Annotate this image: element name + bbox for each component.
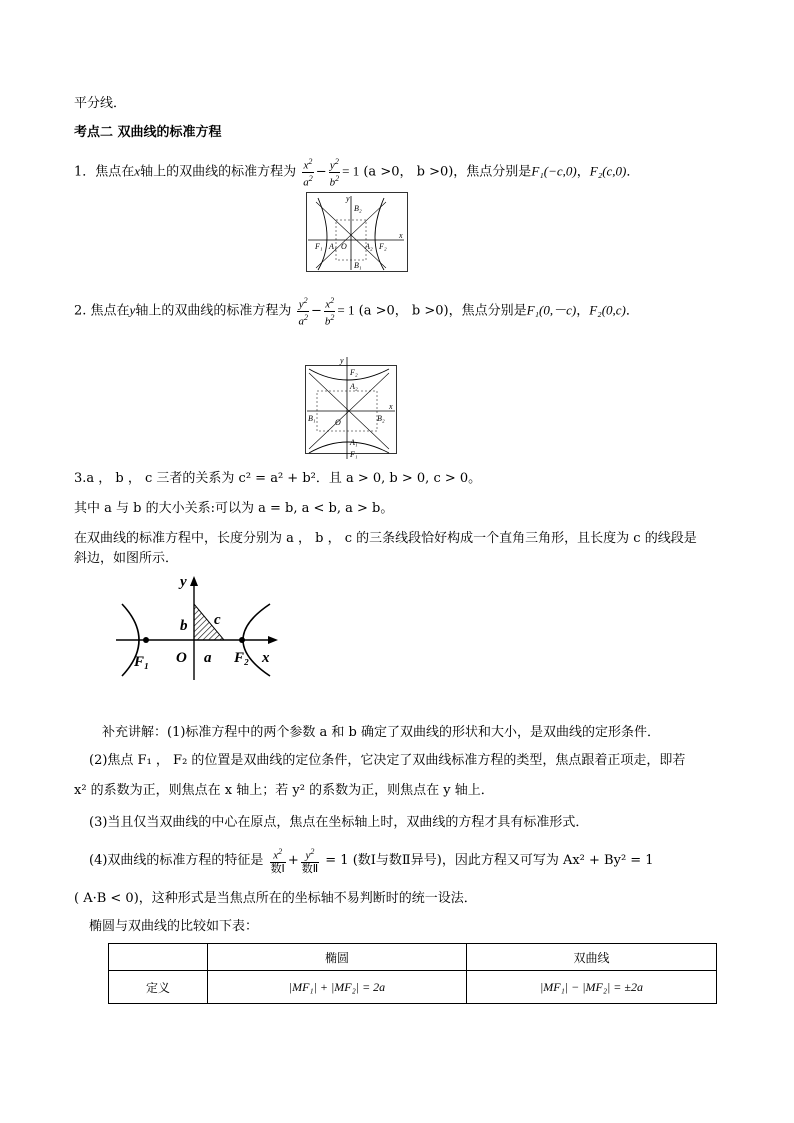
table-cell: |MF₁| − |MF₂| = ±2a bbox=[467, 971, 717, 1004]
fig2-b1: B₁ bbox=[308, 414, 316, 423]
fig1-a1: A₁ bbox=[329, 242, 337, 251]
supp3-line: (3)当且仅当双曲线的中心在原点，焦点在坐标轴上时，双曲线的方程才具有标准形式． bbox=[89, 815, 589, 830]
table-row bbox=[109, 971, 717, 1004]
item2-line: 2. 焦点在y轴上的双曲线的标准方程为 $\frac{y^2}{a^2}$ − $\frac{x^2}{b^2}$ = 1 (a >0， b >0)，焦点分别是F₁(0,－c)，F₂(0,c)． bbox=[74, 296, 639, 328]
fig3-o: O bbox=[176, 650, 187, 666]
item3-line: 3.a ， b ， c 三者的关系为 c² = a² + b²．且 a > 0, b > 0, c > 0。 bbox=[74, 471, 482, 486]
table-cell: 定义 bbox=[109, 971, 208, 1004]
fig2-a2: A₂ bbox=[350, 382, 358, 391]
supp2b-line: x² 的系数为正，则焦点在 x 轴上；若 y² 的系数为正，则焦点在 y 轴上． bbox=[74, 783, 494, 798]
fig2-o: O bbox=[335, 418, 341, 427]
comparison-table bbox=[108, 943, 717, 1004]
fig2-f1: F₁ bbox=[350, 450, 358, 459]
hyperbola-y-axis-figure bbox=[305, 355, 397, 463]
item3b-line: 其中 a 与 b 的大小关系:可以为 a = b, a < b, a > b。 bbox=[74, 501, 394, 516]
fig1-b1: B₁ bbox=[354, 261, 362, 270]
compare-intro: 椭圆与双曲线的比较如下表： bbox=[89, 919, 259, 934]
focus-f1: F₁(−c,0) bbox=[531, 163, 577, 179]
fig1-x: x bbox=[399, 231, 403, 240]
fig2-a1: A₁ bbox=[350, 438, 358, 447]
para1b-line: 斜边，如图所示． bbox=[74, 551, 179, 566]
fig3-a: a bbox=[204, 650, 212, 666]
fig2-b2: B₂ bbox=[377, 414, 385, 423]
supp1-line: 补充讲解：(1)标准方程中的两个参数 a 和 b 确定了双曲线的形状和大小，是双曲线的定形条件． bbox=[102, 725, 661, 740]
focus2-f2: F₂(0,c) bbox=[589, 302, 626, 318]
table-header-cell: 椭圆 bbox=[208, 944, 467, 971]
fig1-b2: B₂ bbox=[354, 204, 362, 213]
fig3-x: x bbox=[262, 650, 270, 666]
fig3-y: y bbox=[180, 574, 187, 590]
supp2a-line: (2)焦点 F₁ ， F₂ 的位置是双曲线的定位条件，它决定了双曲线标准方程的类型，焦点跟着正项走，即若 bbox=[89, 753, 686, 768]
abc-triangle-figure bbox=[112, 572, 282, 684]
fig1-f2: F₂ bbox=[379, 242, 387, 251]
hyperbola-x-axis-figure bbox=[306, 192, 408, 272]
table-header-row bbox=[109, 944, 717, 971]
item1-line: 1．焦点在x轴上的双曲线的标准方程为 $\frac{x^2}{a^2}$ − $\frac{y^2}{b^2}$ = 1 (a >0， b >0)，焦点分别是F₁(−c,0)，F₂(c,0)． bbox=[74, 157, 640, 189]
fig2-f2: F₂ bbox=[350, 368, 358, 377]
fig3-f2: F₂ bbox=[234, 650, 250, 666]
focus-f2: F₂(c,0) bbox=[589, 163, 627, 179]
focus2-f1: F₁(0,－c) bbox=[526, 302, 577, 318]
fig3-c: c bbox=[214, 612, 221, 628]
supp4a-line: (4)双曲线的标准方程的特征是 $\frac{x^2}{\text{数Ⅰ}}$ + $\frac{y^2}{\text{数Ⅱ}}$ = 1 (数Ⅰ与数Ⅱ异号)，因此方程又可写为 Ax² + By² = 1 bbox=[89, 847, 654, 875]
fig3-f1: F₁ bbox=[134, 654, 150, 670]
para1a-line: 在双曲线的标准方程中，长度分别为 a ， b ， c 的三条线段恰好构成一个直角三角形，且长度为 c 的线段是 bbox=[74, 531, 697, 546]
section-title: 考点二 双曲线的标准方程 bbox=[74, 125, 222, 140]
fig1-y: y bbox=[346, 194, 350, 203]
supp4b-line: ( A·B < 0)，这种形式是当焦点所在的坐标轴不易判断时的统一设法． bbox=[74, 891, 477, 906]
table-header-cell bbox=[109, 944, 208, 971]
fig2-x: x bbox=[389, 402, 393, 411]
fig3-b: b bbox=[180, 618, 188, 634]
fig2-y: y bbox=[340, 356, 344, 365]
fig1-a2: A₂ bbox=[365, 242, 373, 251]
fig1-f1: F₁ bbox=[315, 242, 323, 251]
fig1-o: O bbox=[341, 242, 347, 251]
top-line: 平分线． bbox=[74, 96, 127, 111]
table-header-cell: 双曲线 bbox=[467, 944, 717, 971]
table-cell: |MF₁| + |MF₂| = 2a bbox=[208, 971, 467, 1004]
